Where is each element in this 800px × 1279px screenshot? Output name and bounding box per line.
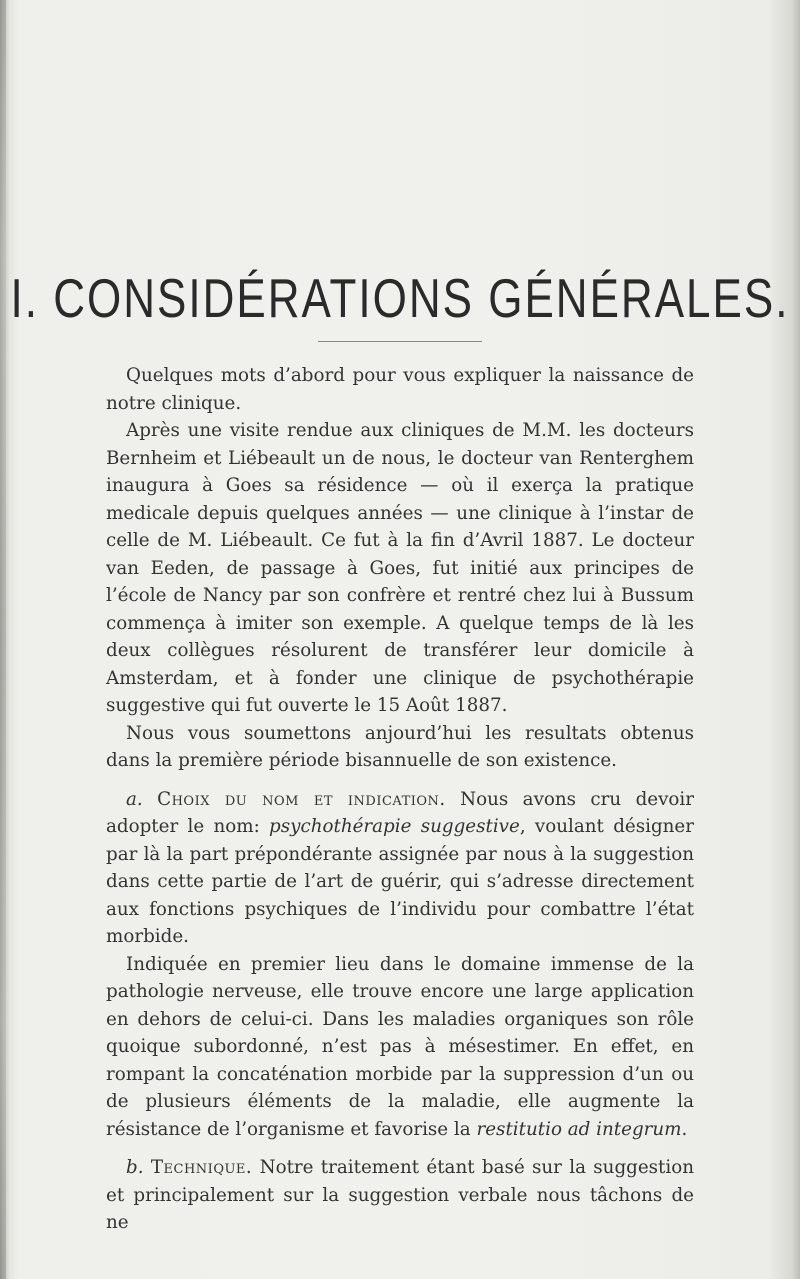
section-a-term: psychothérapie suggestive bbox=[269, 816, 520, 837]
paragraph-history: Après une visite rendue aux cliniques de M.M. les docteurs Bernheim et Liébeault un de nous, le docteur van Renterghem inaugura à Goes sa résidence — où il exerça la pratique medicale depuis quelques années — une clinique à l’instar de celle de M. Liébeault. Ce fut à la fin d’Avril 1887. Le docteur van Eeden, de passage à Goes, fut initié aux principes de l’école de Nancy par son confrère et rentré chez lui à Bussum commença à imiter son exemple. A quelque temps de là les deux collègues résolurent de transférer leur domicile à Amsterdam, et à fonder une clinique de psychothérapie suggestive qui fut ouverte le 15 Août 1887. bbox=[106, 420, 694, 716]
section-b-title: Technique. bbox=[150, 1157, 253, 1178]
section-b-text: Notre traitement étant basé sur la suggestion et principalement sur la suggestion verbale nous tâchons de ne bbox=[106, 1157, 695, 1233]
latin-phrase: restitutio ad integrum bbox=[476, 1118, 682, 1140]
section-a-text-after: , voulant désigner par là la part prépondérante assignée par nous à la suggestion dans cette partie de l’art de guérir, qui s’adresse directement aux fonctions psychiques de l’individu pour combattre l’état morbide. bbox=[106, 816, 694, 947]
section-a-title: Choix du nom et indication. bbox=[157, 788, 446, 810]
paragraph-intro: Quelques mots d’abord pour vous expliquer la naissance de notre clinique. bbox=[106, 365, 694, 414]
section-a-text-before: Nous avons cru devoir adopter le nom: bbox=[106, 788, 695, 837]
indication-end: . bbox=[681, 1118, 688, 1140]
section-a-choice-of-name bbox=[106, 786, 694, 951]
page-binding-edge bbox=[0, 0, 6, 1279]
chapter-heading: I. CONSIDÉRATIONS GÉNÉRALES. bbox=[10, 268, 790, 330]
paragraph-results: Nous vous soumettons anjourd’hui les resultats obtenus dans la première période bisannuelle de son existence. bbox=[106, 722, 694, 771]
paragraph-indication bbox=[106, 951, 694, 1144]
section-b-marker: b. bbox=[126, 1157, 144, 1178]
section-a-marker: a. bbox=[126, 788, 143, 810]
body-text bbox=[106, 362, 694, 1237]
heading-divider bbox=[318, 341, 482, 342]
section-b-technique bbox=[106, 1154, 694, 1237]
indication-text: Indiquée en premier lieu dans le domaine immense de la pathologie nerveuse, elle trouve encore une large application en dehors de celui-ci. Dans les maladies organiques son rôle quoique subordonné, n’est pas à mésestimer. En effet, en rompant la concaténation morbide par la suppression d’un ou de plusieurs éléments de la maladie, elle augmente la résistance de l’organisme et favorise la bbox=[106, 953, 694, 1140]
